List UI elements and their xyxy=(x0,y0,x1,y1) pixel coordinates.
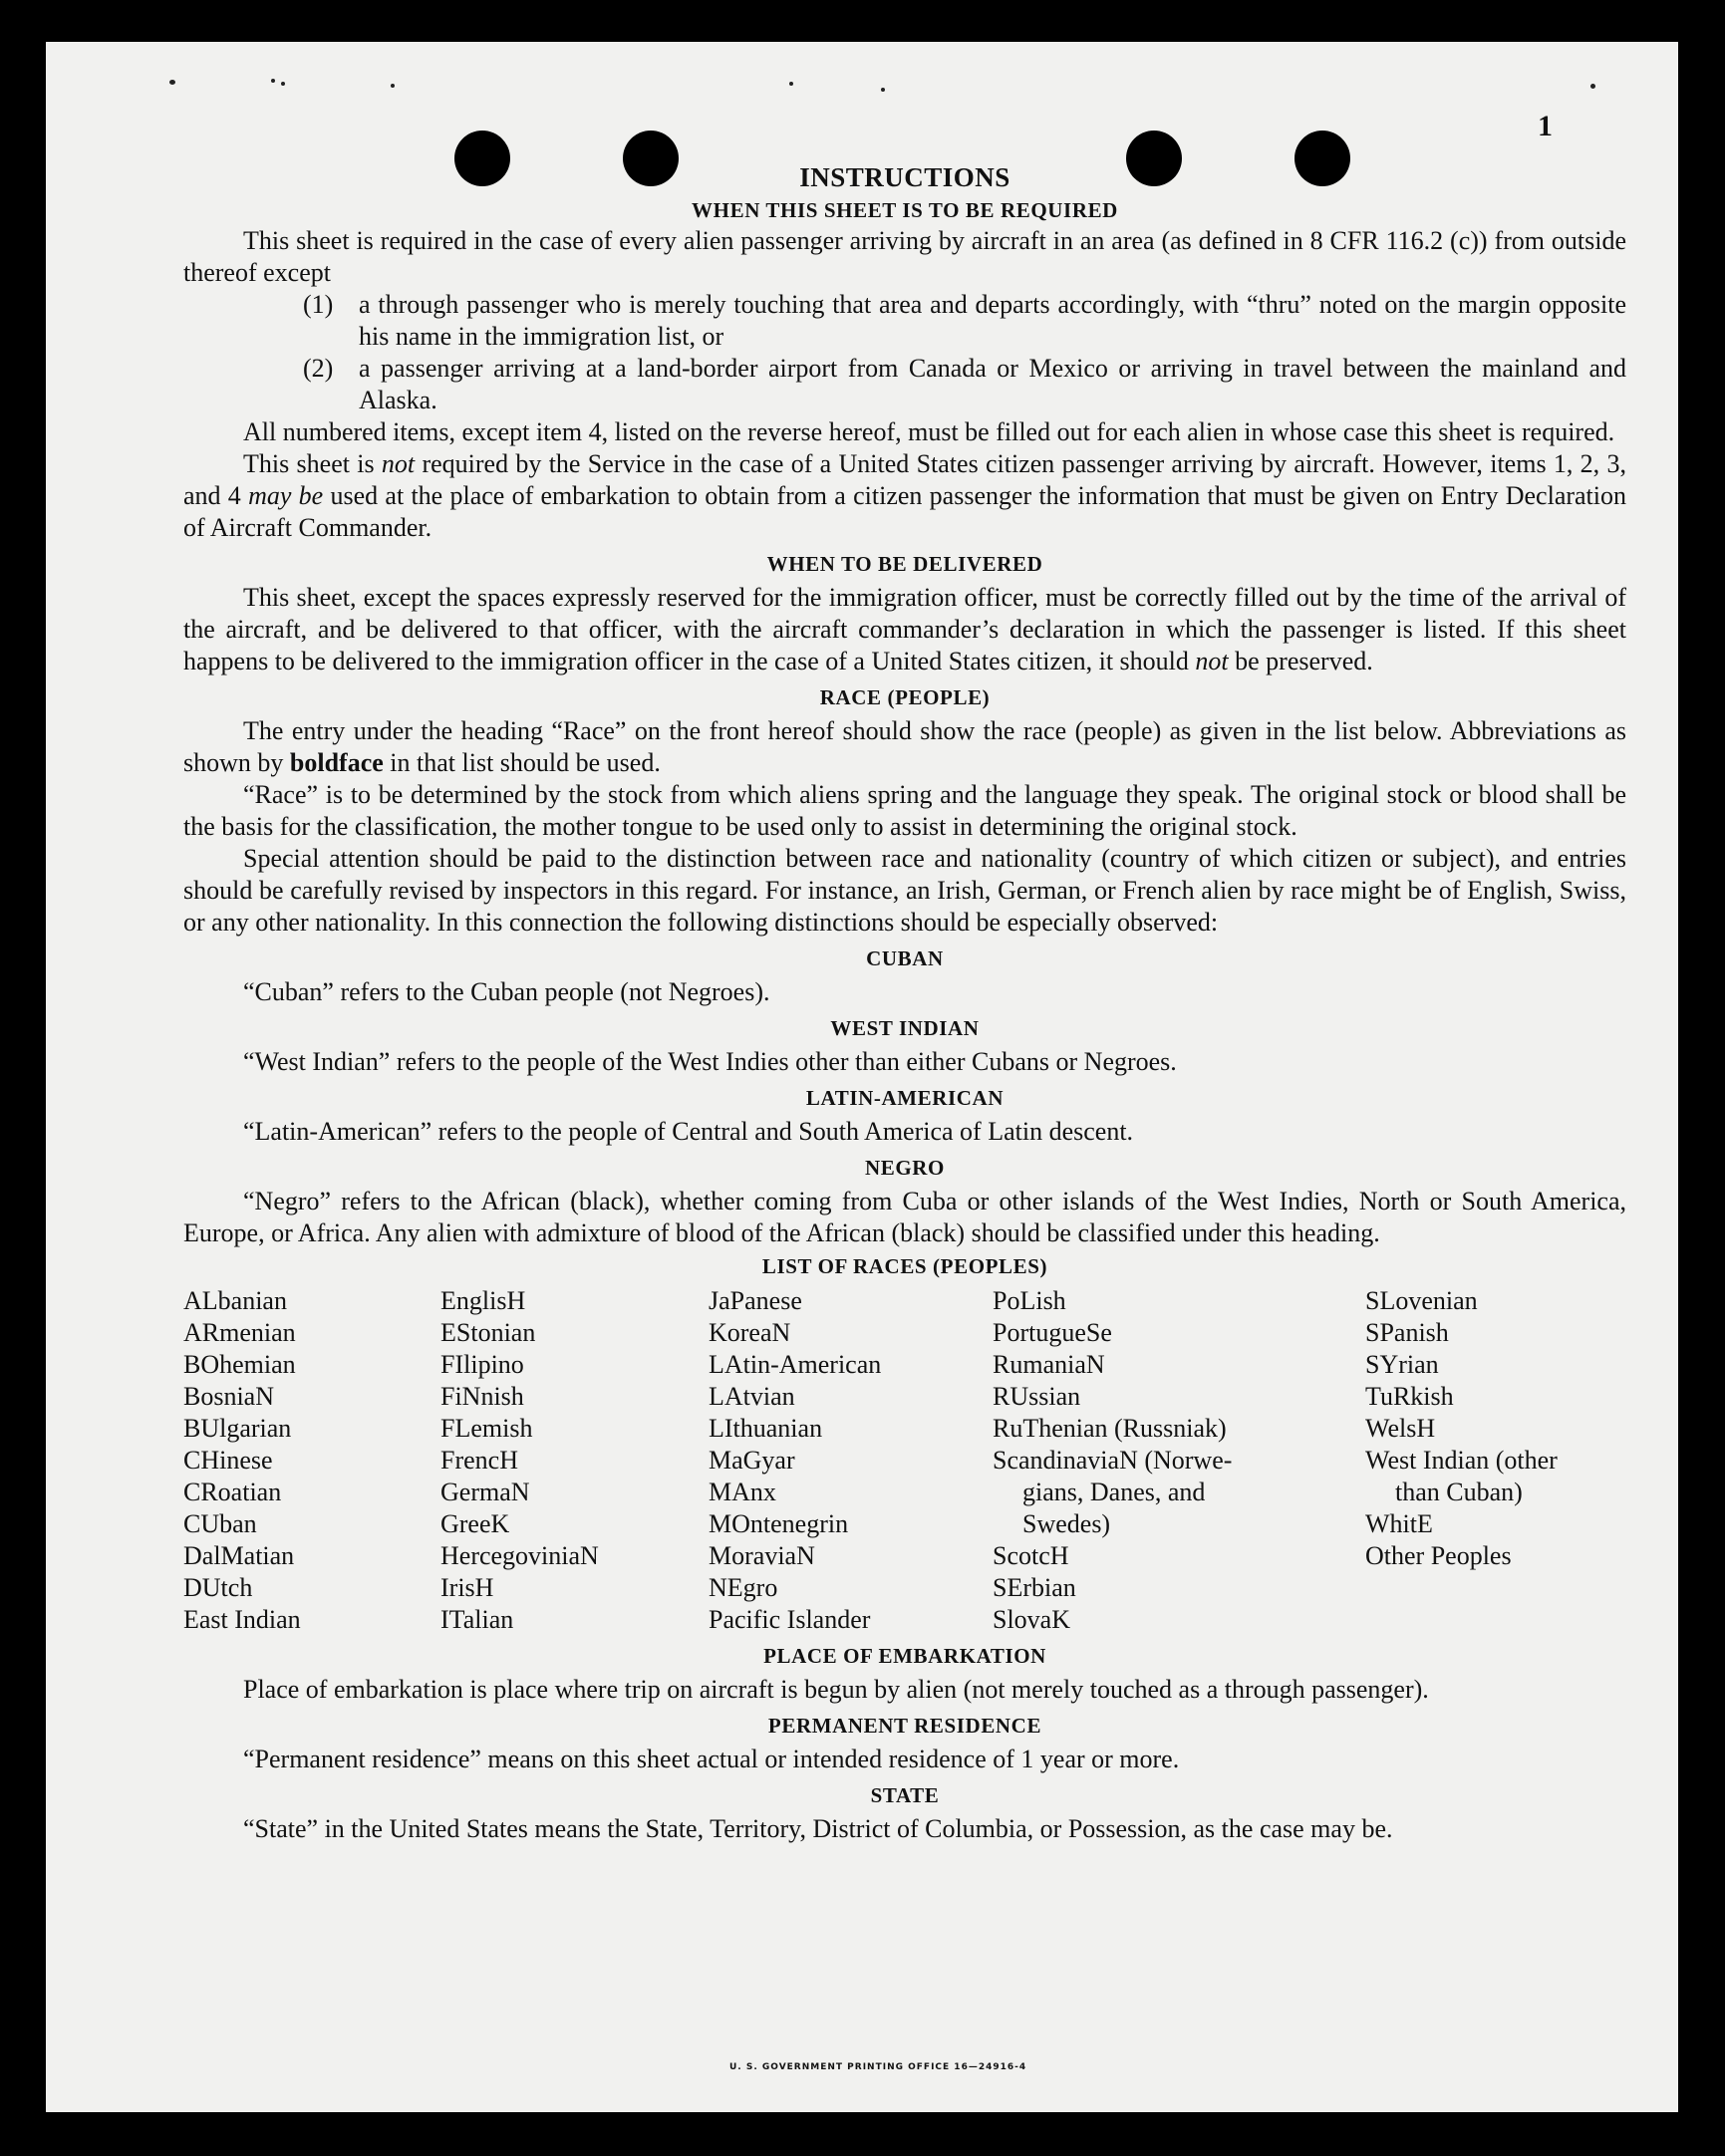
paragraph: Place of embarkation is place where trip on aircraft is begun by alien (not merely touched as a through passenger). xyxy=(243,1675,1429,1704)
numbered-item xyxy=(183,289,1626,353)
paragraph: “State” in the United States means the State, Territory, District of Columbia, or Possession, as the case may be. xyxy=(243,1814,1393,1843)
heading-permanent-residence: PERMANENT RESIDENCE xyxy=(767,1714,1042,1738)
heading-latin-american: LATIN-AMERICAN xyxy=(805,1086,1005,1110)
paragraph: “Negro” refers to the African (black), whether coming from Cuba or other islands of the West Indies, North or South America, Europe, or Africa. Any alien with admixture of blood of the African (black) should be classified under this heading. xyxy=(183,1187,1626,1247)
race-item-continued: than Cuban) xyxy=(1395,1478,1523,1506)
race-item: BUlgarian xyxy=(183,1414,292,1443)
race-item: PoLish xyxy=(993,1286,1066,1315)
race-list xyxy=(183,1285,1626,1636)
race-item: Other Peoples xyxy=(1365,1541,1512,1570)
race-item: FLemish xyxy=(440,1414,533,1443)
race-item: LAtvian xyxy=(709,1382,795,1411)
heading-state: STATE xyxy=(870,1783,940,1807)
race-item: CHinese xyxy=(183,1446,273,1475)
race-column xyxy=(993,1285,1365,1636)
race-group xyxy=(1365,1285,1626,1445)
emphasis: not xyxy=(381,449,416,478)
text-run: be preserved. xyxy=(1228,647,1373,675)
item-number: (2) xyxy=(303,354,334,383)
race-item: DUtch xyxy=(183,1573,253,1602)
text-run: in that list should be used. xyxy=(383,748,661,777)
race-item: ScotcH xyxy=(993,1541,1069,1570)
paragraph: This sheet is required in the case of every alien passenger arriving by aircraft in an area (as defined in 8 CFR 116.2 (c)) from outside thereof except xyxy=(183,226,1626,287)
speck xyxy=(271,79,275,83)
race-item-continued: Swedes) xyxy=(1022,1509,1111,1538)
race-item: JaPanese xyxy=(709,1286,802,1315)
race-item: GermaN xyxy=(440,1478,530,1506)
heading-cuban: CUBAN xyxy=(866,946,944,970)
race-item: TuRkish xyxy=(1365,1382,1454,1411)
race-item: DalMatian xyxy=(183,1541,295,1570)
race-item: EStonian xyxy=(440,1318,536,1347)
race-item-continued: gians, Danes, and xyxy=(1022,1478,1206,1506)
speck xyxy=(391,84,395,88)
heading-west-indian: WEST INDIAN xyxy=(830,1016,980,1040)
race-item: FrencH xyxy=(440,1446,518,1475)
race-item: West Indian (other xyxy=(1365,1446,1558,1475)
paragraph: “Permanent residence” means on this sheet actual or intended residence of 1 year or more. xyxy=(243,1745,1180,1773)
race-item: SYrian xyxy=(1365,1350,1439,1379)
page-number: 1 xyxy=(1538,110,1553,142)
race-item: MoraviaN xyxy=(709,1541,815,1570)
race-column xyxy=(709,1285,993,1636)
race-item: East Indian xyxy=(183,1605,301,1634)
race-item: PortugueSe xyxy=(993,1318,1112,1347)
heading-when-required: WHEN THIS SHEET IS TO BE REQUIRED xyxy=(692,198,1118,222)
speck xyxy=(789,82,793,86)
paragraph xyxy=(183,582,1626,677)
race-item: LAtin-American xyxy=(709,1350,882,1379)
race-item: ScandinaviaN (Norwe- xyxy=(993,1446,1233,1475)
instructions-body xyxy=(183,159,1626,1845)
race-item: ARmenian xyxy=(183,1318,296,1347)
race-item: ALbanian xyxy=(183,1286,287,1315)
race-item: BOhemian xyxy=(183,1350,296,1379)
heading-list-of-races: LIST OF RACES (PEOPLES) xyxy=(761,1254,1048,1278)
item-number: (1) xyxy=(303,290,334,319)
race-column xyxy=(1365,1285,1626,1636)
race-item: CRoatian xyxy=(183,1478,282,1506)
text-run: The entry under the heading “Race” on the front hereof should show the race (people) as given in the list below. Abbreviations as shown by xyxy=(183,716,1626,777)
heading-race: RACE (PEOPLE) xyxy=(819,685,991,709)
race-item: HercegoviniaN xyxy=(440,1541,599,1570)
paragraph: “West Indian” refers to the people of the West Indies other than either Cubans or Negroes. xyxy=(243,1047,1177,1076)
race-item: SlovaK xyxy=(993,1605,1070,1634)
heading-embarkation: PLACE OF EMBARKATION xyxy=(763,1644,1046,1668)
race-item: KoreaN xyxy=(709,1318,791,1347)
race-item: MOntenegrin xyxy=(709,1509,849,1538)
text-run: required by the Service in the case of a United States citizen passenger arriving by aircraft. However, items 1, 2, 3, and 4 xyxy=(183,449,1626,510)
speck xyxy=(1590,84,1595,89)
race-item: IrisH xyxy=(440,1573,494,1602)
race-group xyxy=(993,1540,1365,1636)
item-text: a passenger arriving at a land-border airport from Canada or Mexico or arriving in travel between the mainland and Alaska. xyxy=(359,354,1626,414)
race-column xyxy=(183,1285,440,1636)
race-item: NEgro xyxy=(709,1573,778,1602)
race-item: SLovenian xyxy=(1365,1286,1478,1315)
emphasis: not xyxy=(1195,647,1229,675)
race-item: RuThenian (Russniak) xyxy=(993,1414,1227,1443)
race-item: EnglisH xyxy=(440,1286,526,1315)
race-item: SErbian xyxy=(993,1573,1076,1602)
race-group xyxy=(993,1285,1365,1445)
bold-text: boldface xyxy=(289,748,384,777)
race-item: RUssian xyxy=(993,1382,1081,1411)
paragraph: Special attention should be paid to the distinction between race and nationality (country of which citizen or subject), and entries should be carefully revised by inspectors in this regard. For instance, an Irish, German, or French alien by race might be of English, Swiss, or any other nationality. In this connection the following distinctions should be especially observed: xyxy=(183,844,1626,937)
item-text: a through passenger who is merely touching that area and departs accordingly, with “thru” noted on the margin opposite his name in the immigration list, or xyxy=(359,290,1626,351)
paragraph xyxy=(183,448,1626,544)
race-item: ITalian xyxy=(440,1605,514,1634)
race-item: WelsH xyxy=(1365,1414,1436,1443)
race-item: SPanish xyxy=(1365,1318,1449,1347)
speck xyxy=(881,88,885,92)
race-item: MaGyar xyxy=(709,1446,795,1475)
paragraph xyxy=(183,715,1626,779)
page-title: INSTRUCTIONS xyxy=(799,162,1010,192)
race-item: GreeK xyxy=(440,1509,510,1538)
race-column xyxy=(440,1285,709,1636)
text-run: This sheet, except the spaces expressly reserved for the immigration officer, must be correctly filled out by the time of the arrival of the aircraft, and be delivered to that officer, with the aircraft commander’s declaration in which the passenger is listed. If this sheet happens to be delivered to the immigration officer in the case of a United States citizen, it should xyxy=(183,583,1626,675)
text-run: used at the place of embarkation to obtain from a citizen passenger the information that must be given on Entry Declaration of Aircraft Commander. xyxy=(183,481,1626,542)
race-item: BosniaN xyxy=(183,1382,274,1411)
paragraph: All numbered items, except item 4, listed on the reverse hereof, must be filled out for each alien in whose case this sheet is required. xyxy=(243,417,1615,446)
race-item: FiNnish xyxy=(440,1382,524,1411)
paragraph: “Latin-American” refers to the people of Central and South America of Latin descent. xyxy=(243,1117,1134,1146)
race-item: WhitE xyxy=(1365,1509,1433,1538)
heading-when-delivered: WHEN TO BE DELIVERED xyxy=(766,552,1043,576)
numbered-item xyxy=(183,353,1626,416)
race-group xyxy=(1365,1508,1626,1572)
paragraph: “Cuban” refers to the Cuban people (not Negroes). xyxy=(243,977,770,1006)
speck xyxy=(281,82,285,86)
race-item: Pacific Islander xyxy=(709,1605,871,1634)
race-item: MAnx xyxy=(709,1478,776,1506)
race-item: RumaniaN xyxy=(993,1350,1105,1379)
emphasis: may be xyxy=(248,481,324,510)
heading-negro: NEGRO xyxy=(864,1156,945,1180)
race-item: FIlipino xyxy=(440,1350,524,1379)
printer-imprint: U. S. GOVERNMENT PRINTING OFFICE 16—24916-4 xyxy=(729,2062,1027,2072)
race-item: CUban xyxy=(183,1509,257,1538)
paragraph: “Race” is to be determined by the stock from which aliens spring and the language they speak. The original stock or blood shall be the basis for the classification, the mother tongue to be used only to assist in determining the original stock. xyxy=(183,780,1626,841)
document-sheet xyxy=(46,42,1678,2112)
race-item: LIthuanian xyxy=(709,1414,823,1443)
speck xyxy=(169,80,175,85)
text-run: This sheet is xyxy=(243,449,382,478)
